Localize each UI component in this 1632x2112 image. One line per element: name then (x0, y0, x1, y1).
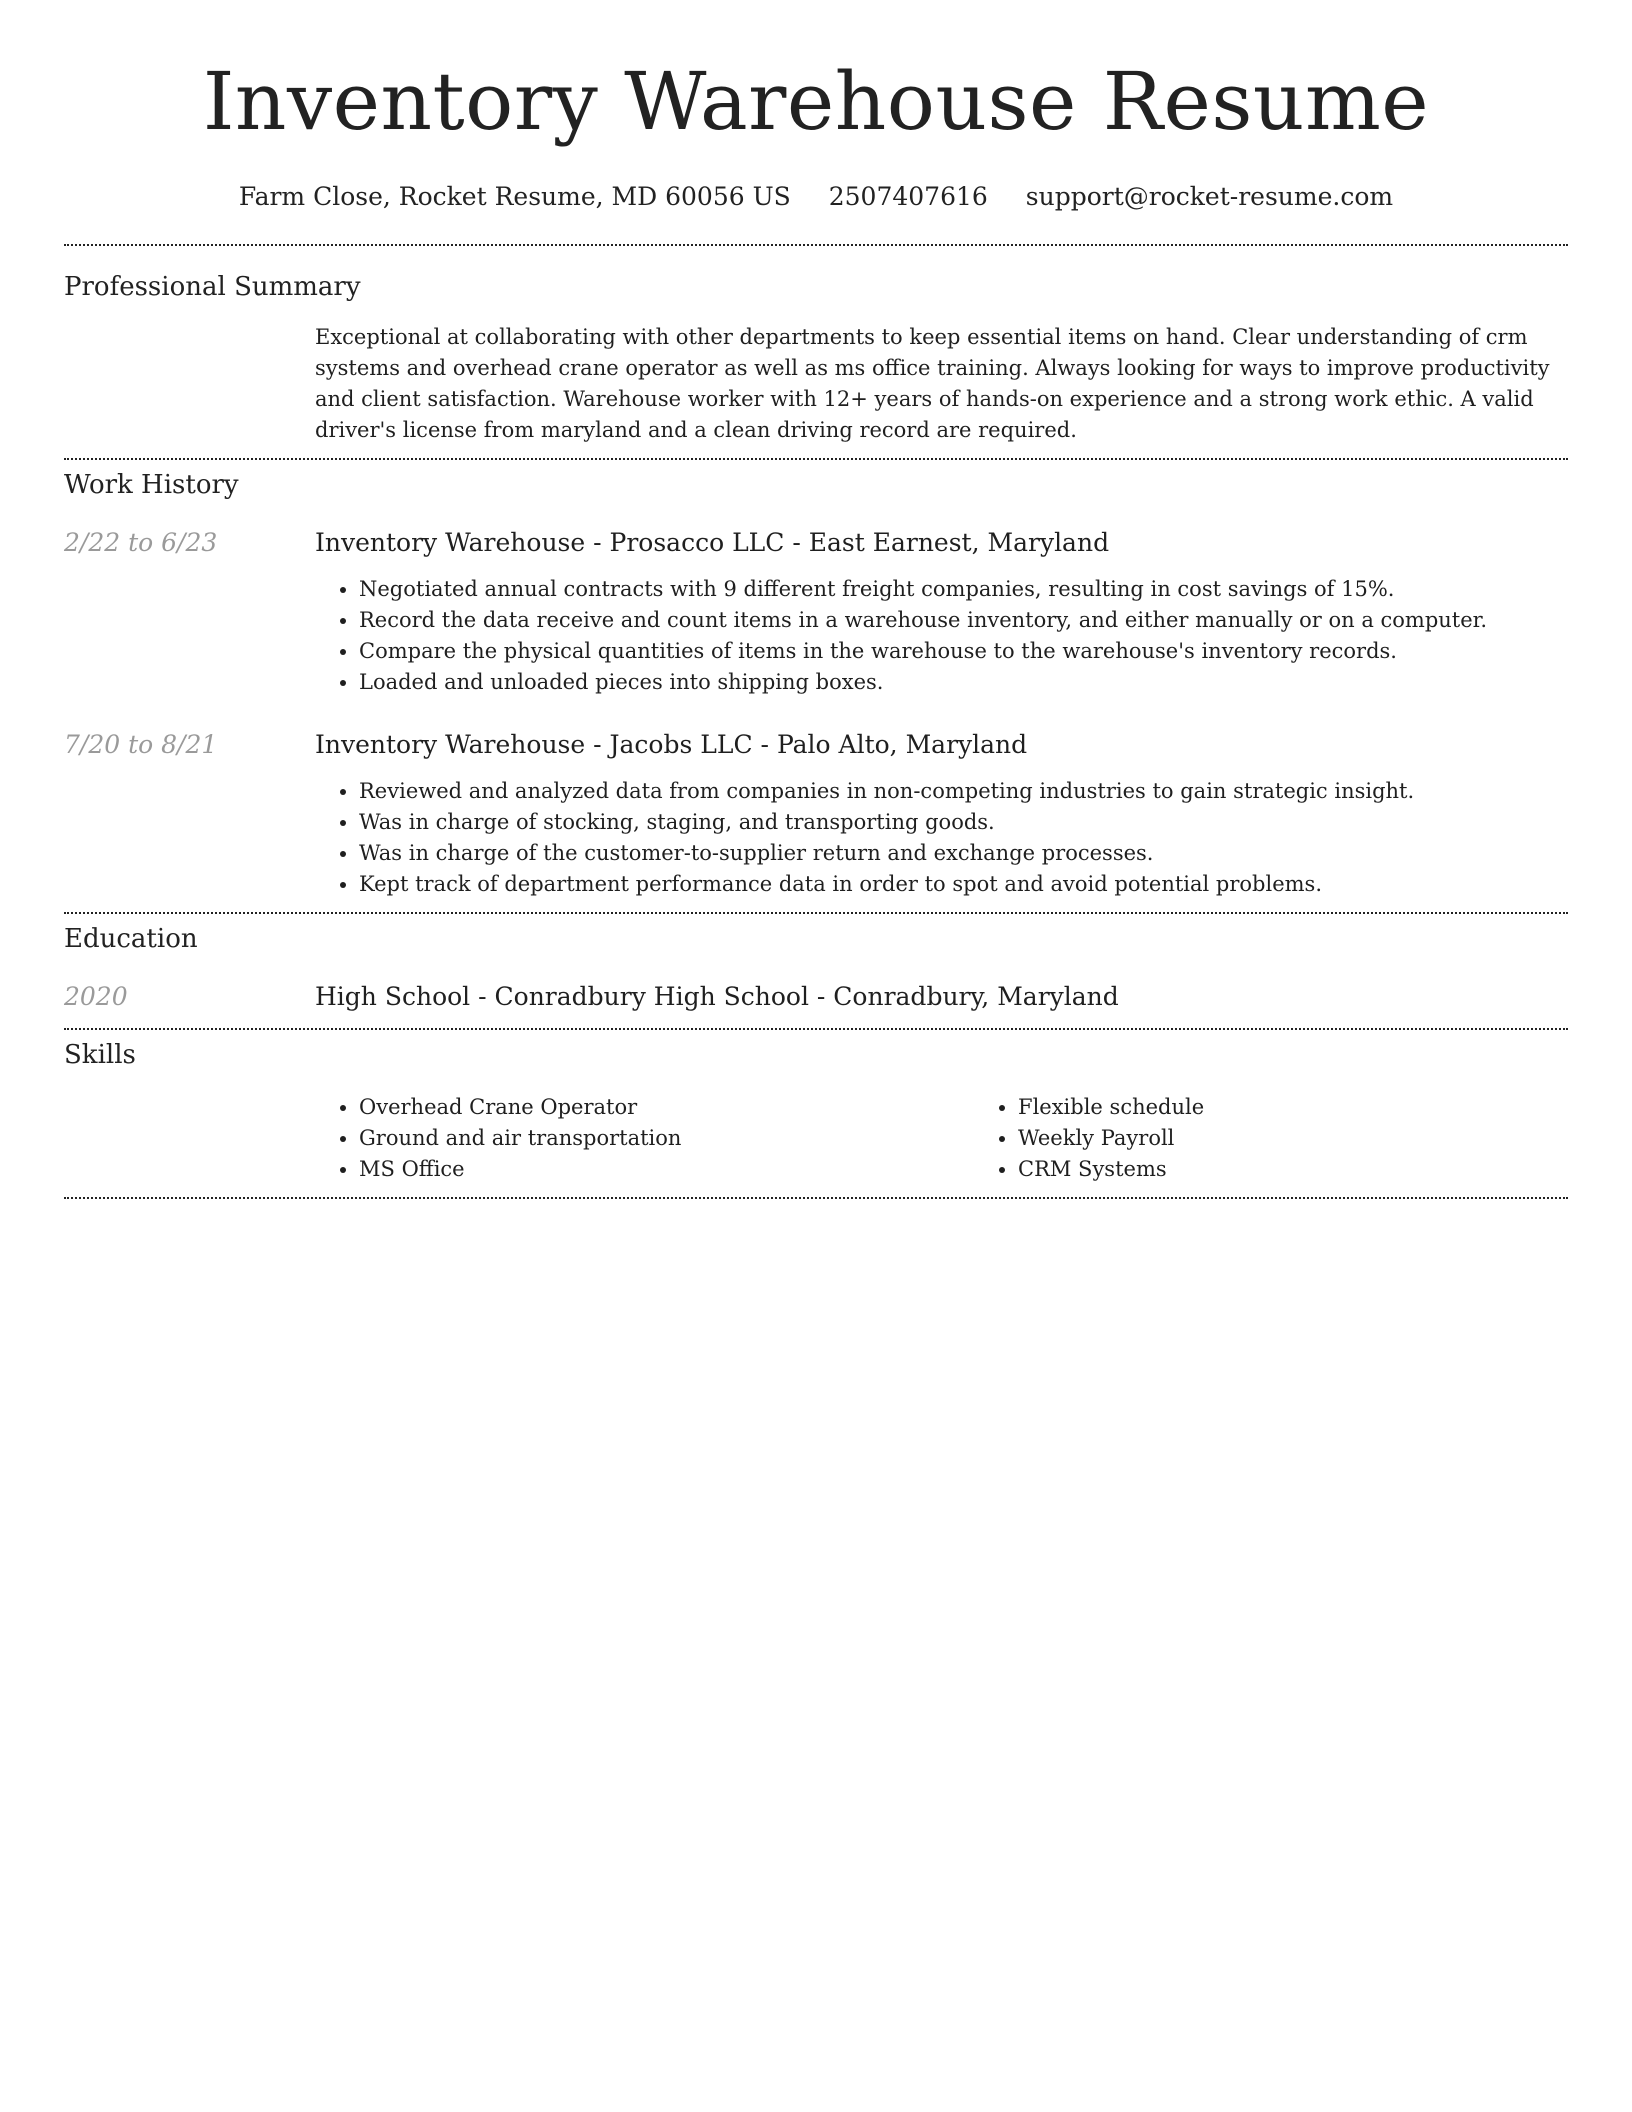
skills-section (64, 1030, 1568, 1197)
contact-phone: 2507407616 (828, 182, 988, 211)
resume-title: Inventory Warehouse Resume (202, 55, 1430, 148)
job-bullets (315, 574, 1568, 698)
contact-email: support@rocket-resume.com (1025, 182, 1394, 211)
list-item: • Was in charge of the customer-to-supplier return and exchange processes. (359, 838, 1568, 869)
job-title: Inventory Warehouse - Jacobs LLC - Palo Alto, Maryland (315, 730, 1028, 759)
list-item: • Was in charge of stocking, staging, and transporting goods. (359, 807, 1568, 838)
education-title: High School - Conradbury High School - Conradbury, Maryland (315, 982, 1119, 1011)
skill-item: • Ground and air transportation (359, 1123, 974, 1154)
skill-item: • Weekly Payroll (1018, 1123, 1632, 1154)
education-year: 2020 (64, 982, 128, 1011)
skills-list-left (315, 1092, 974, 1185)
job-entry (64, 526, 1568, 698)
divider (64, 1197, 1568, 1199)
contact-address: Farm Close, Rocket Resume, MD 60056 US (238, 182, 791, 211)
list-item: • Loaded and unloaded pieces into shipping boxes. (359, 667, 1568, 698)
skills-list-right (974, 1092, 1632, 1185)
job-dates: 7/20 to 8/21 (64, 730, 218, 759)
list-item: • Kept track of department performance data in order to spot and avoid potential problems. (359, 869, 1568, 900)
job-dates: 2/22 to 6/23 (64, 528, 218, 557)
list-item: • Record the data receive and count items in a warehouse inventory, and either manually or on a computer. (359, 605, 1568, 636)
list-item: • Negotiated annual contracts with 9 different freight companies, resulting in cost savings of 15%. (359, 574, 1568, 605)
section-heading-work: Work History (64, 470, 239, 500)
skill-item: • Overhead Crane Operator (359, 1092, 974, 1123)
list-item: • Compare the physical quantities of items in the warehouse to the warehouse's inventory records. (359, 636, 1568, 667)
summary-text: Exceptional at collaborating with other departments to keep essential items on hand. Clear understanding of crm systems and overhead crane operator as well as ms office training. Always looking for ways to improve productivity and client satisfaction. Warehouse worker with 12+ years of hands-on experience and a strong work ethic. A valid driver's license from maryland and a clean driving record are required. (315, 325, 1550, 442)
section-heading-education: Education (64, 924, 198, 954)
education-section (64, 914, 1568, 1028)
skill-item: • MS Office (359, 1154, 974, 1185)
section-heading-skills: Skills (64, 1040, 136, 1070)
work-history-section (64, 460, 1568, 912)
skill-item: • Flexible schedule (1018, 1092, 1632, 1123)
education-entry (64, 980, 1568, 1014)
section-heading-summary: Professional Summary (64, 272, 361, 302)
list-item: • Reviewed and analyzed data from companies in non-competing industries to gain strategic insight. (359, 776, 1568, 807)
job-title: Inventory Warehouse - Prosacco LLC - East Earnest, Maryland (315, 528, 1110, 557)
skill-item: • CRM Systems (1018, 1154, 1632, 1185)
summary-section (64, 246, 1568, 458)
contact-line (64, 180, 1568, 214)
job-entry (64, 728, 1568, 900)
job-bullets (315, 776, 1568, 900)
